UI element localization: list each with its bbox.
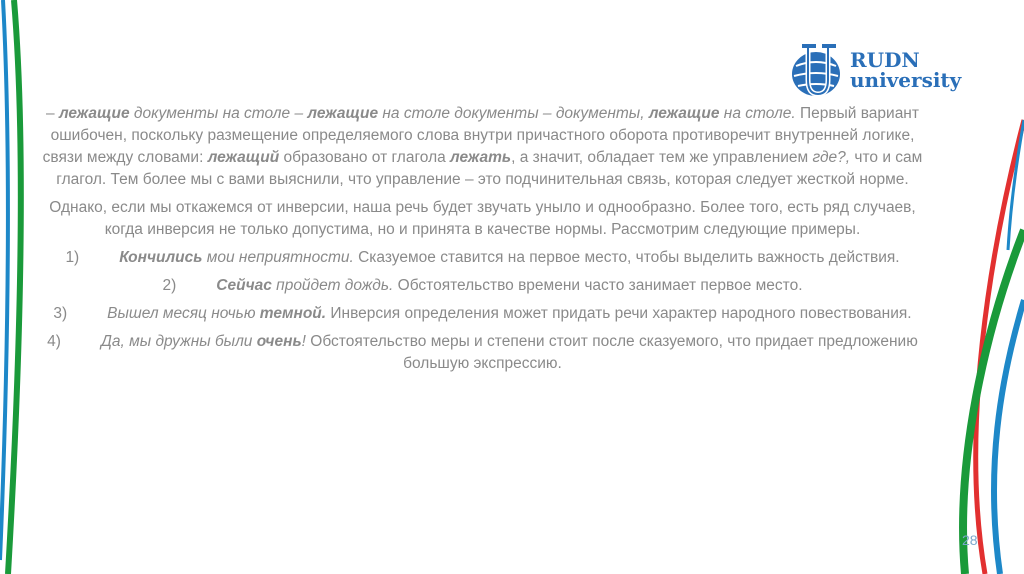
left-blue-arc (0, 0, 8, 560)
item-italic: Да, мы дружны были (100, 333, 257, 350)
p1-bold-word: лежать (450, 149, 512, 166)
p1-bold-word: лежащие (648, 105, 720, 122)
item-bold: Кончились (119, 249, 203, 266)
list-item (40, 303, 925, 325)
item-bold: очень (256, 333, 302, 350)
item-text: Обстоятельство времени часто занимает первое место. (393, 277, 803, 294)
list-number: 1) (65, 249, 80, 266)
p1-text: что и сам глагол. Тем более мы с вами выяснили, что управление – это подчинительная связь, которая следует жесткой норме. (56, 149, 923, 188)
page-number: 28 (962, 532, 978, 548)
list-number: 2) (162, 277, 177, 294)
p1-bold-word: лежащие (58, 105, 130, 122)
p1-italic: на столе документы – документы, (378, 105, 649, 122)
list-number: 3) (53, 305, 68, 322)
logo-text (850, 50, 961, 90)
globe-emblem-icon (790, 40, 846, 104)
list-item (40, 331, 925, 375)
item-italic: пройдет дождь. (271, 277, 394, 294)
p1-italic: на столе. (719, 105, 796, 122)
list-number: 4) (47, 333, 61, 350)
p1-italic: где?, (812, 149, 851, 166)
left-green-arc (8, 0, 21, 574)
right-thin-blue-arc (1008, 120, 1024, 250)
right-red-arc (976, 120, 1024, 574)
logo-line1: RUDN (850, 48, 920, 72)
item-bold: темной. (259, 305, 327, 322)
right-green-arc (963, 230, 1024, 574)
item-italic: ! (301, 333, 306, 350)
item-text: Инверсия определения может придать речи характер народного повествования. (326, 305, 912, 322)
item-italic: мои неприятности. (202, 249, 354, 266)
p1-text: образовано от глагола (279, 149, 451, 166)
item-text: Обстоятельство меры и степени стоит после сказуемого, что придает предложению большую экспрессию. (305, 333, 918, 372)
p1-bold-word: лежащие (307, 105, 379, 122)
item-bold: Сейчас (216, 277, 272, 294)
item-italic: Вышел месяц ночью (107, 305, 260, 322)
p1-italic: документы на столе – (129, 105, 308, 122)
p1-text: – (46, 105, 59, 122)
slide-content (40, 103, 925, 381)
paragraph-2: Однако, если мы откажемся от инверсии, наша речь будет звучать уныло и однообразно. Более того, есть ряд случаев, когда инверсия не только допустима, но и принята в качестве нормы. Рассмотрим следующие примеры. (49, 199, 916, 238)
item-text: Сказуемое ставится на первое место, чтобы выделить важность действия. (353, 249, 900, 266)
paragraph-1 (40, 103, 925, 191)
p1-text: , а значит, обладает тем же управлением (511, 149, 813, 166)
rudn-logo (790, 40, 1000, 104)
list-item (40, 275, 925, 297)
list-item (40, 247, 925, 269)
p1-bold-word: лежащий (207, 149, 280, 166)
p1-text: Первый вариант ошибочен, поскольку размещение определяемого слова внутри причастного оборота противоречит внутренней логике, связи между словами: (42, 105, 919, 166)
logo-line2: university (850, 68, 962, 92)
right-blue-arc (994, 300, 1024, 574)
